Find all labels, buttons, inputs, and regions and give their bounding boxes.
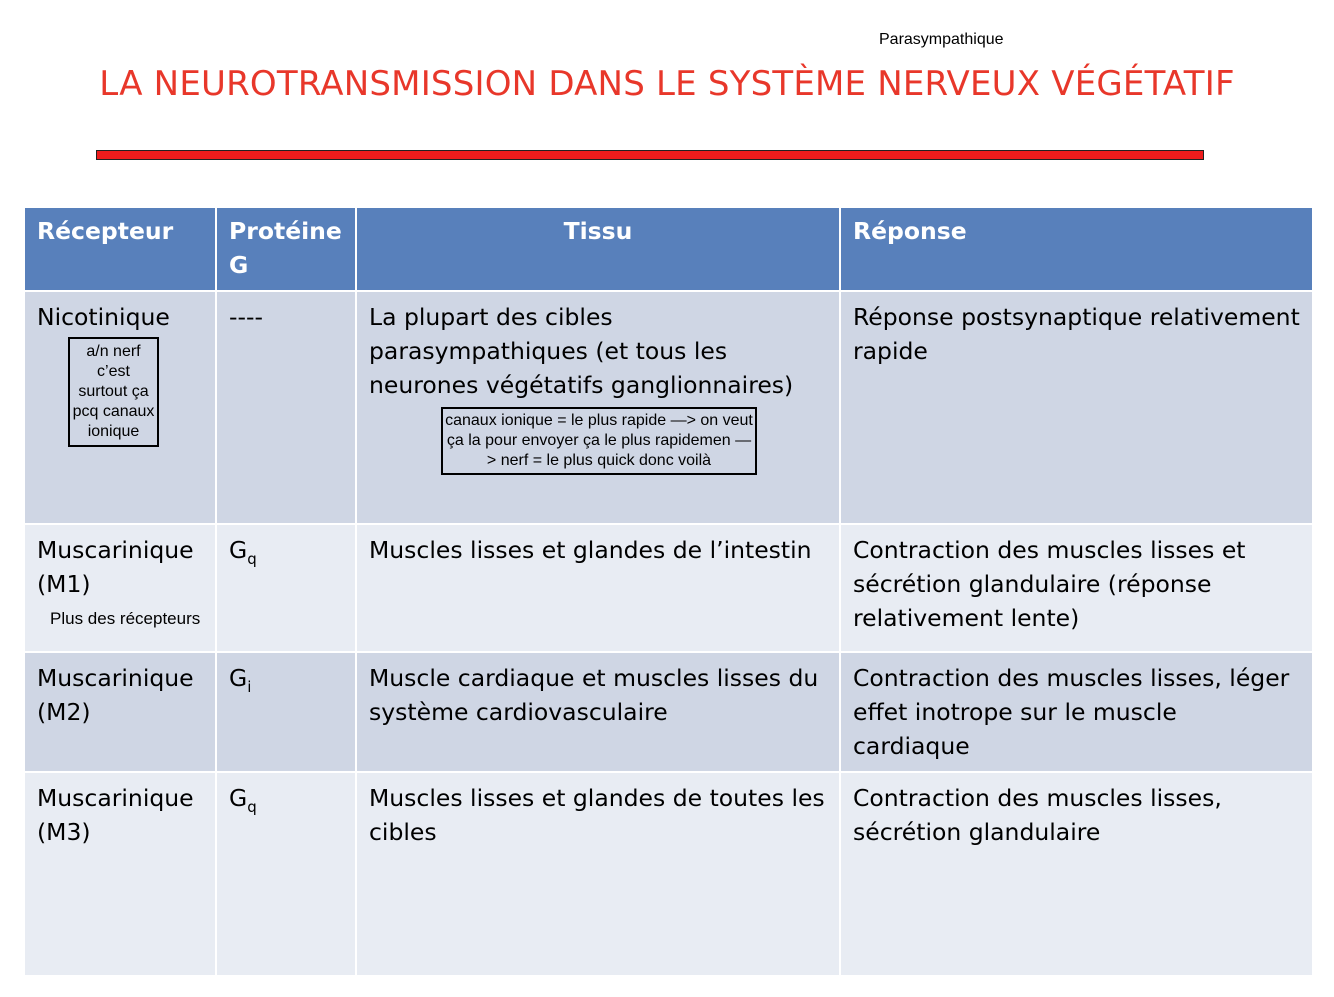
table-header-row xyxy=(24,207,1313,291)
cell-recepteur xyxy=(24,772,216,976)
recepteur-text: Nicotinique xyxy=(37,303,170,331)
proteine-subscript: q xyxy=(247,550,257,568)
recepteur-text: Muscarinique (M1) xyxy=(37,536,194,598)
cell-recepteur xyxy=(24,652,216,772)
cell-reponse xyxy=(840,524,1313,652)
header-reponse: Réponse xyxy=(840,207,1313,291)
proteine-text: G xyxy=(229,784,248,812)
table-row xyxy=(24,291,1313,524)
reponse-text: Contraction des muscles lisses, léger effet inotrope sur le muscle cardiaque xyxy=(853,664,1290,760)
slide-title: LA NEUROTRANSMISSION DANS LE SYSTÈME NERVEUX VÉGÉTATIF xyxy=(99,64,1235,104)
tissu-text: La plupart des cibles parasympathiques (et tous les neurones végétatifs ganglionnaires) xyxy=(369,303,794,399)
proteine-text: ---- xyxy=(229,303,263,331)
cell-reponse xyxy=(840,772,1313,976)
cell-reponse xyxy=(840,652,1313,772)
cell-proteine xyxy=(216,652,356,772)
proteine-subscript: i xyxy=(247,678,252,696)
cell-recepteur xyxy=(24,524,216,652)
cell-proteine xyxy=(216,524,356,652)
annotation-note: canaux ionique = le plus rapide —> on veut ça la pour envoyer ça le plus rapidemen —> nerf = le plus quick donc voilà xyxy=(441,407,757,475)
cell-proteine xyxy=(216,291,356,524)
table-row xyxy=(24,772,1313,976)
slide-subtitle: Parasympathique xyxy=(879,31,1004,48)
cell-tissu xyxy=(356,524,840,652)
receptor-table xyxy=(23,206,1314,977)
proteine-subscript: q xyxy=(247,798,257,816)
reponse-text: Réponse postsynaptique relativement rapide xyxy=(853,303,1300,365)
cell-tissu xyxy=(356,291,840,524)
cell-tissu xyxy=(356,652,840,772)
proteine-text: G xyxy=(229,664,248,692)
annotation-note: Plus des récepteurs xyxy=(50,609,201,628)
annotation-note: a/n nerf c’est surtout ça pcq canaux ionique xyxy=(68,337,159,447)
header-recepteur: Récepteur xyxy=(24,207,216,291)
reponse-text: Contraction des muscles lisses et sécrétion glandulaire (réponse relativement lente) xyxy=(853,536,1246,632)
tissu-text: Muscles lisses et glandes de toutes les cibles xyxy=(369,784,825,846)
header-tissu: Tissu xyxy=(356,207,840,291)
tissu-text: Muscle cardiaque et muscles lisses du système cardiovasculaire xyxy=(369,664,819,726)
header-proteine: Protéine G xyxy=(216,207,356,291)
reponse-text: Contraction des muscles lisses, sécrétion glandulaire xyxy=(853,784,1222,846)
recepteur-text: Muscarinique (M2) xyxy=(37,664,194,726)
proteine-text: G xyxy=(229,536,248,564)
cell-proteine xyxy=(216,772,356,976)
tissu-text: Muscles lisses et glandes de l’intestin xyxy=(369,536,812,564)
cell-recepteur xyxy=(24,291,216,524)
cell-tissu xyxy=(356,772,840,976)
cell-reponse xyxy=(840,291,1313,524)
table-row xyxy=(24,652,1313,772)
title-divider xyxy=(96,150,1204,160)
recepteur-text: Muscarinique (M3) xyxy=(37,784,194,846)
table-row xyxy=(24,524,1313,652)
